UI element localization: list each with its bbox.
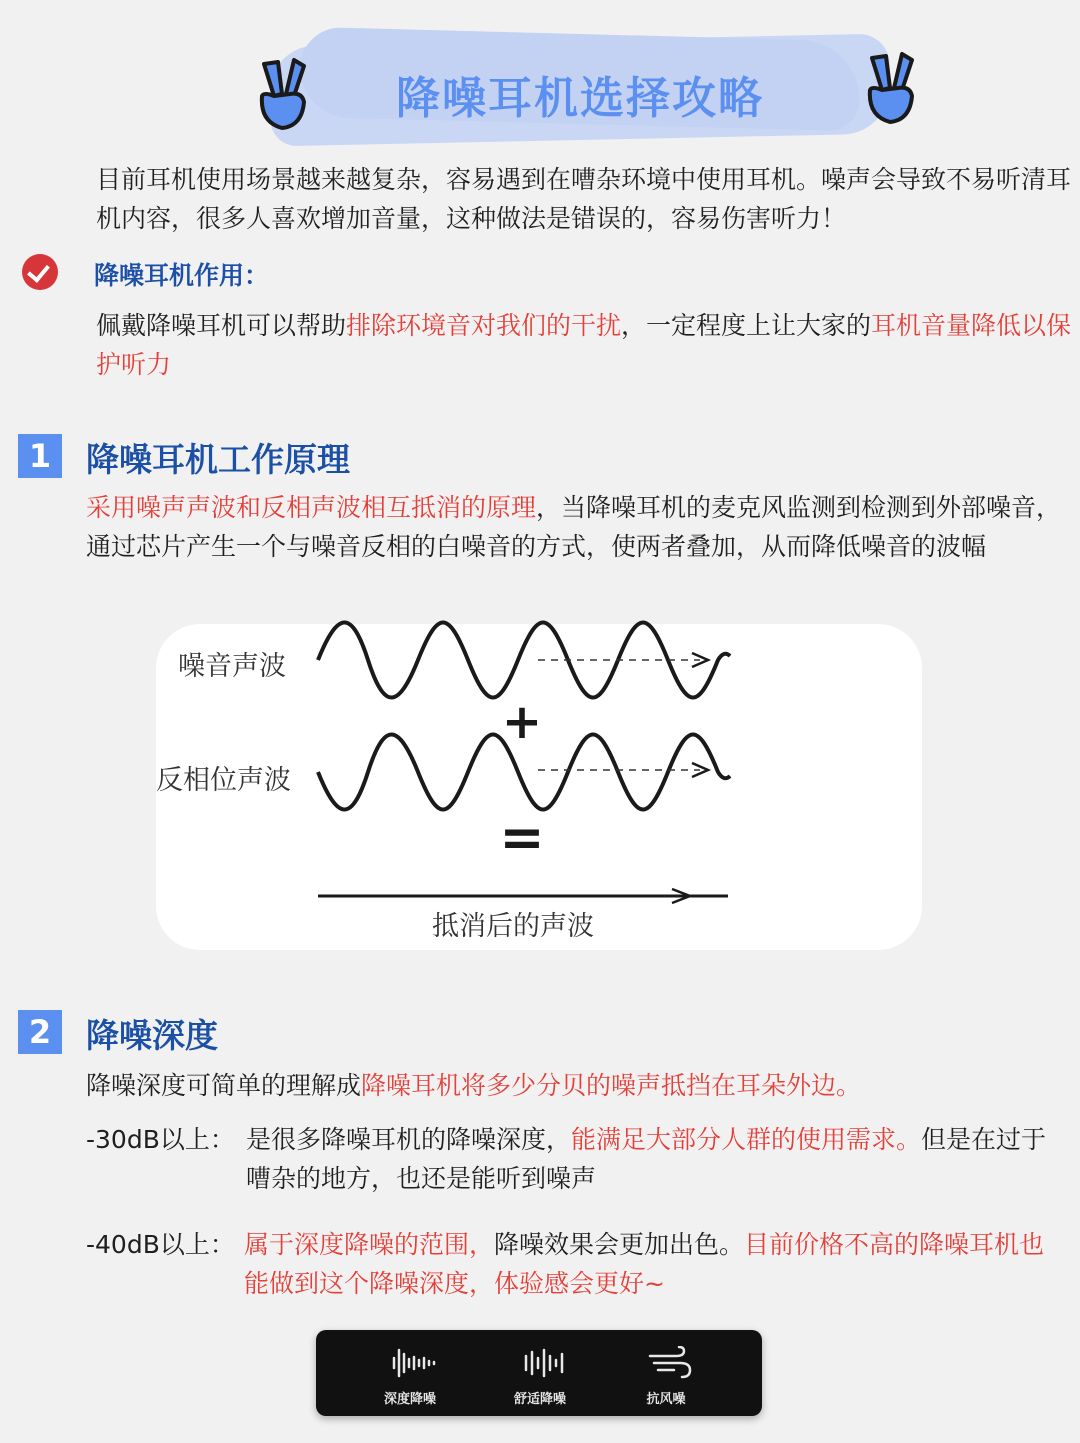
function-heading: 降噪耳机作用： <box>94 261 270 290</box>
victory-hand-icon-left <box>250 56 314 136</box>
function-text-1: 佩戴降噪耳机可以帮助 <box>96 311 347 340</box>
section1-paragraph <box>86 488 1066 566</box>
inverse-wave-label: 反相位声波 <box>156 765 291 796</box>
mode-wind-noise-label: 抗风噪 <box>646 1392 686 1407</box>
function-text-2: ，一定程度上让大家的 <box>621 311 872 340</box>
mode-deep-anc[interactable] <box>350 1330 470 1416</box>
mode-comfort-anc[interactable] <box>480 1330 600 1416</box>
depth-40db-key: -40dB以上： <box>86 1230 235 1259</box>
section1-highlight: 采用噪声声波和反相声波相互抵消的原理 <box>86 493 537 522</box>
mode-deep-anc-label: 深度降噪 <box>383 1392 436 1407</box>
function-highlight-1: 排除环境音对我们的干扰 <box>346 311 622 340</box>
section2-intro <box>86 1066 1066 1105</box>
intro-paragraph: 目前耳机使用场景越来越复杂，容易遇到在嘈杂环境中使用耳机。噪声会导致不易听清耳机内容，很多人喜欢增加音量，这种做法是错误的，容易伤害听力！ <box>96 165 1072 233</box>
depth-30db-key: -30dB以上： <box>86 1125 235 1154</box>
function-highlight-2: 耳机音量降低以保护听力 <box>96 311 1072 379</box>
depth-40db-text-1: 降噪效果会更加出色。 <box>494 1230 745 1259</box>
plus-sign: + <box>501 694 543 750</box>
page-title: 降噪耳机选择攻略 <box>396 73 764 124</box>
section-title: 降噪耳机工作原理 <box>86 440 350 479</box>
section-number-badge: 1 <box>18 434 62 478</box>
wind-icon <box>646 1346 694 1380</box>
equals-sign: = <box>499 806 545 869</box>
depth-30db-text-1: 是很多降噪耳机的降噪深度， <box>246 1125 572 1154</box>
noise-wave-label: 噪音声波 <box>178 651 286 682</box>
section1-text: ，当降噪耳机的麦克风监测到检测到外部噪音，通过芯片产生一个与噪音反相的白噪音的方式，使两者叠加，从而降低噪音的波幅 <box>86 493 1062 561</box>
depth-30db-text <box>246 1120 1066 1198</box>
section2-intro-text: 降噪深度可简单的理解成 <box>86 1071 362 1100</box>
depth-30db-text-2: 但是在过于嘈杂的地方，也还是能听到噪声 <box>246 1125 1047 1193</box>
section2-intro-highlight: 降噪耳机将多少分贝的噪声抵挡在耳朵外边。 <box>361 1071 862 1100</box>
waveform-icon <box>390 1346 438 1380</box>
depth-40db-highlight-1: 属于深度降噪的范围， <box>244 1230 495 1259</box>
section-number-badge-2: 2 <box>18 1010 62 1054</box>
soundbars-icon <box>520 1346 568 1380</box>
depth-40db-highlight-2: 目前价格不高的降噪耳机也能做到这个降噪深度，体验感会更好~ <box>244 1230 1045 1298</box>
victory-hand-icon-right <box>858 50 922 130</box>
function-paragraph <box>96 306 1072 384</box>
section-title-2: 降噪深度 <box>86 1016 218 1055</box>
depth-40db-text <box>244 1225 1064 1303</box>
result-wave-label: 抵消后的声波 <box>432 911 594 942</box>
check-circle-icon <box>22 254 58 290</box>
depth-30db-highlight: 能满足大部分人群的使用需求。 <box>571 1125 922 1154</box>
wave-diagram <box>300 620 760 910</box>
mode-comfort-anc-label: 舒适降噪 <box>513 1392 566 1407</box>
noise-mode-bar <box>316 1330 762 1416</box>
mode-wind-noise[interactable] <box>606 1330 726 1416</box>
